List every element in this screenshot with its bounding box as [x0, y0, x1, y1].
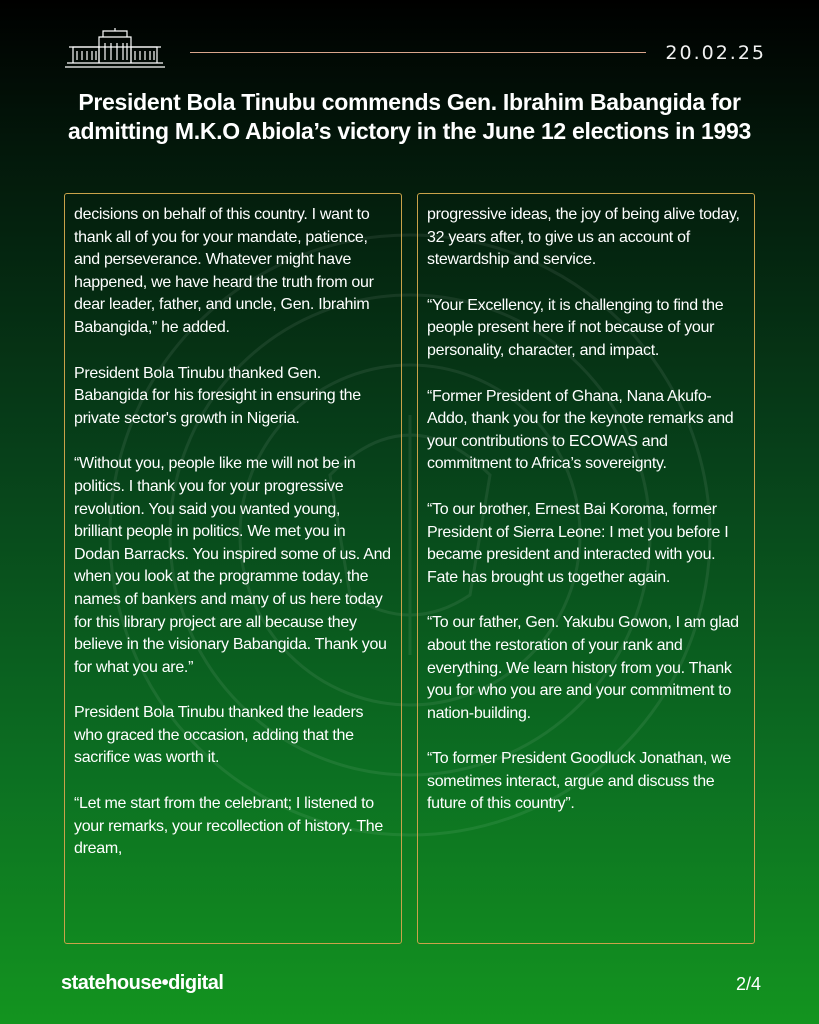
building-icon — [63, 27, 167, 69]
paragraph: “Without you, people like me will not be in politics. I thank you for your progressive revolution. You said you wanted young, brilliant people in politics. We met you in Dodan Barracks. You inspired some of us. And when you look at the programme today, the names of bankers and many of us here today for this library project are all because they believe in the visionary Babangida. Thank you for what you are.” — [74, 455, 391, 676]
paragraph: “To former President Goodluck Jonathan, we sometimes interact, argue and discuss the future of this country”. — [427, 750, 732, 813]
paragraph: President Bola Tinubu thanked the leaders who graced the occasion, adding that the sacrifice was worth it. — [74, 704, 364, 767]
paragraph: “Let me start from the celebrant; I listened to your remarks, your recollection of history. The dream, — [74, 795, 383, 858]
paragraph: “To our father, Gen. Yakubu Gowon, I am glad about the restoration of your rank and everything. We learn history from you. Thank you for who you are and your commitment to nation-building. — [427, 614, 739, 722]
page-indicator: 2/4 — [735, 974, 761, 994]
paragraph: decisions on behalf of this country. I want to thank all of you for your mandate, patience, and perseverance. Whatever might have happened, we have heard the truth from our dear leader, father, and uncle, Gen. Ibrahim Babangida,” he added. — [74, 206, 374, 336]
paragraph: “To our brother, Ernest Bai Koroma, former President of Sierra Leone: I met you before I became president and interacted with you. Fate has brought us together again. — [427, 500, 729, 586]
article-column-left — [64, 193, 402, 944]
header — [0, 0, 819, 80]
header-rule — [190, 52, 646, 53]
paragraph: President Bola Tinubu thanked Gen. Babangida for his foresight in ensuring the private sector's growth in Nigeria. — [74, 364, 361, 427]
headline: President Bola Tinubu commends Gen. Ibrahim Babangida for admitting M.K.O Abiola’s victory in the June 12 elections in 1993 — [67, 89, 752, 144]
article-column-right — [417, 193, 755, 944]
publish-date: 20.02.25 — [665, 42, 766, 64]
paragraph: “Former President of Ghana, Nana Akufo-Addo, thank you for the keynote remarks and your contributions to ECOWAS and commitment to Africa’s sovereignty. — [427, 387, 734, 473]
paragraph: progressive ideas, the joy of being alive today, 32 years after, to give us an account of stewardship and service. — [427, 206, 740, 269]
paragraph: “Your Excellency, it is challenging to find the people present here if not because of your personality, character, and impact. — [427, 296, 724, 359]
brand-name: statehouse•digital — [61, 972, 224, 994]
